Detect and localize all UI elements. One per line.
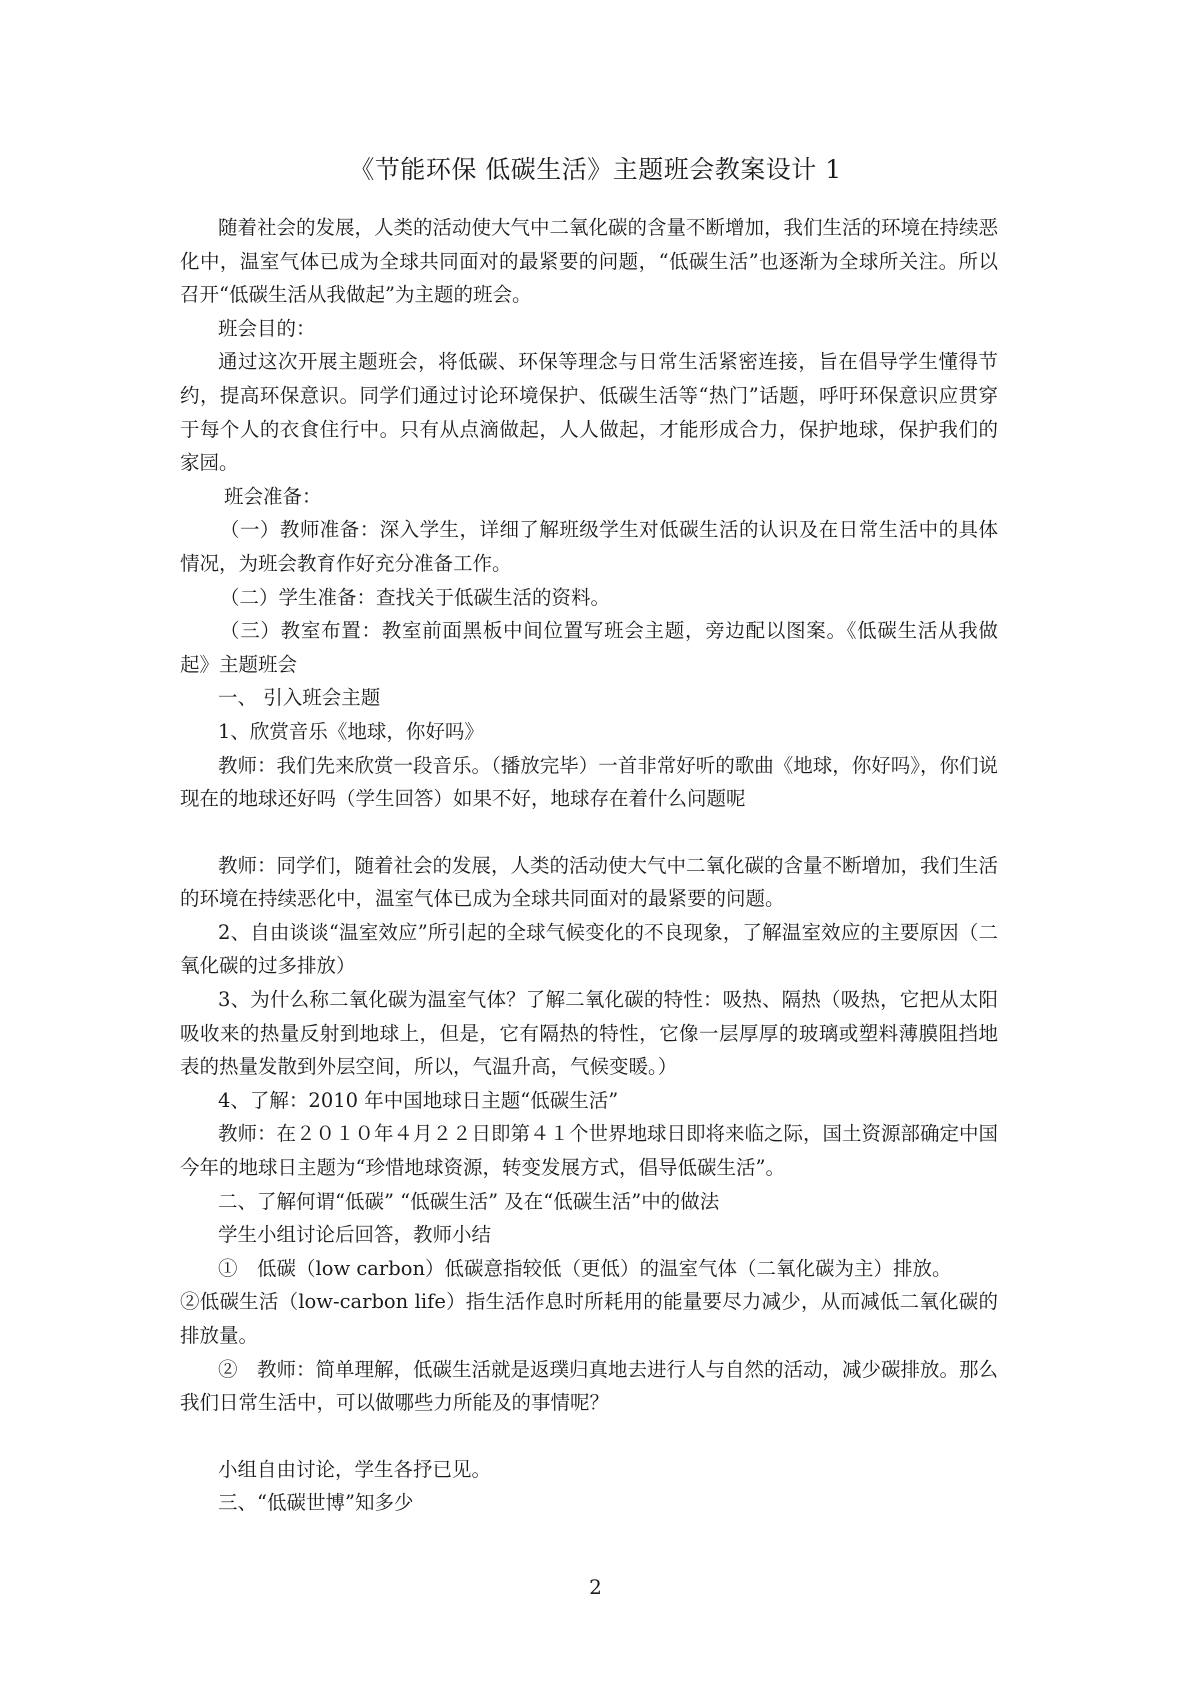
- section-heading-two: 二、了解何谓“低碳” “低碳生活” 及在“低碳生活”中的做法: [218, 1189, 720, 1213]
- section-heading-one: 一、 引入班会主题: [218, 686, 381, 710]
- page-number: 2: [589, 1575, 602, 1599]
- definition-low-carbon: ① 低碳（low carbon）低碳意指较低（更低）的温室气体（二氧化碳为主）排放。: [218, 1256, 952, 1280]
- teacher-summary-paragraph: ② 教师：简单理解，低碳生活就是返璞归真地去进行人与自然的活动，减少碳排放。那么我们日常生活中，可以做哪些力所能及的事情呢？: [180, 1357, 999, 1415]
- section-heading-preparation: 班会准备：: [224, 484, 322, 508]
- free-discussion-line: 小组自由讨论，学生各抒已见。: [218, 1457, 492, 1481]
- purpose-paragraph: 通过这次开展主题班会，将低碳、环保等理念与日常生活紧密连接，旨在倡导学生懂得节约，提高环保意识。同学们通过讨论环境保护、低碳生活等“热门”话题，呼吁环保意识应贯穿于每个人的衣食住行中。只有从点滴做起，人人做起，才能形成合力，保护地球，保护我们的家园。: [180, 350, 998, 475]
- section-heading-purpose: 班会目的：: [218, 316, 316, 340]
- document-body: [180, 211, 998, 1520]
- preparation-teacher: （一）教师准备：深入学生，详细了解班级学生对低碳生活的认识及在日常生活中的具体情况，为班会教育作好充分准备工作。: [180, 518, 998, 575]
- preparation-classroom: （三）教室布置：教室前面黑板中间位置写班会主题，旁边配以图案。《低碳生活从我做起》主题班会: [180, 619, 998, 676]
- step-4-earth-day: 4、了解：2010 年中国地球日主题“低碳生活”: [218, 1088, 619, 1112]
- step-2-greenhouse: 2、自由谈谈“温室效应”所引起的全球气候变化的不良现象，了解温室效应的主要原因（二氧化碳的过多排放）: [180, 920, 998, 978]
- intro-paragraph: 随着社会的发展，人类的活动使大气中二氧化碳的含量不断增加，我们生活的环境在持续恶化中，温室气体已成为全球共同面对的最紧要的问题，“低碳生活”也逐渐为全球所关注。所以召开“低碳生活从我做起”为主题的班会。: [180, 216, 999, 307]
- group-discussion-line: 学生小组讨论后回答，教师小结: [218, 1223, 492, 1247]
- document-title: 《节能环保 低碳生活》主题班会教案设计 1: [349, 155, 842, 184]
- step-3-co2: 3、为什么称二氧化碳为温室气体？了解二氧化碳的特性：吸热、隔热（吸热，它把从太阳吸收来的热量反射到地球上，但是，它有隔热的特性，它像一层厚厚的玻璃或塑料薄膜阻挡地表的热量发散到外层空间，所以，气温升高，气候变暖。）: [180, 988, 998, 1079]
- blank-line: [180, 816, 998, 849]
- blank-line: [180, 1420, 998, 1453]
- teacher-music-paragraph: 教师：我们先来欣赏一段音乐。（播放完毕）一首非常好听的歌曲《地球，你好吗》，你们说现在的地球还好吗（学生回答）如果不好，地球存在着什么问题呢: [180, 753, 999, 811]
- preparation-student: （二）学生准备：查找关于低碳生活的资料。: [220, 585, 611, 609]
- teacher-earth-day-paragraph: 教师：在２０１０年４月２２日即第４１个世界地球日即将来临之际，国土资源部确定中国今年的地球日主题为“珍惜地球资源，转变发展方式，倡导低碳生活”。: [180, 1122, 999, 1180]
- teacher-greenhouse-paragraph: 教师：同学们，随着社会的发展，人类的活动使大气中二氧化碳的含量不断增加，我们生活的环境在持续恶化中，温室气体已成为全球共同面对的最紧要的问题。: [180, 853, 999, 911]
- section-heading-three: 三、“低碳世博”知多少: [218, 1491, 414, 1515]
- definition-low-carbon-life: ②低碳生活（low-carbon life）指生活作息时所耗用的能量要尽力减少，从而减低二氧化碳的排放量。: [180, 1290, 998, 1347]
- step-1-music: 1、欣赏音乐《地球，你好吗》: [218, 719, 484, 743]
